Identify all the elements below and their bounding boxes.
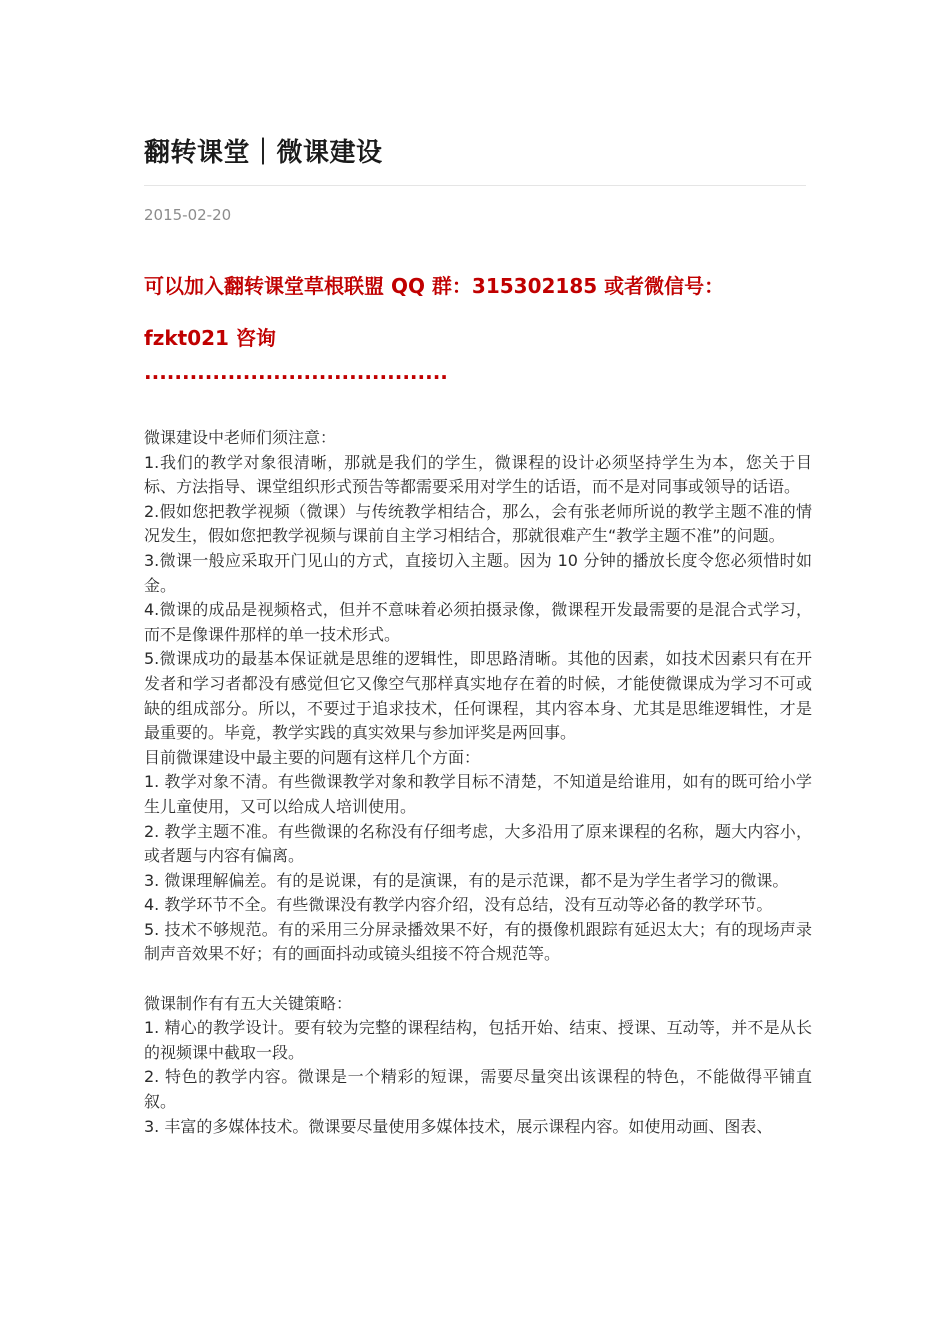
article-body (144, 426, 812, 1139)
article-title: 翻转课堂｜微课建设 (144, 138, 383, 168)
paragraph: 1. 精心的教学设计。要有较为完整的课程结构，包括开始、结束、授课、互动等，并不是从长的视频课中截取一段。 (144, 1018, 812, 1062)
paragraph: 2. 教学主题不准。有些微课的名称没有仔细考虑，大多沿用了原来课程的名称，题大内容小，或者题与内容有偏离。 (144, 821, 812, 866)
paragraph: 3.微课一般应采取开门见山的方式，直接切入主题。因为 10 分钟的播放长度令您必须惜时如金。 (144, 550, 812, 595)
paragraph: 1.我们的教学对象很清晰，那就是我们的学生，微课程的设计必须坚持学生为本，您关于目标、方法指导、课堂组织形式预告等都需要采用对学生的话语，而不是对同事或领导的话语。 (144, 452, 812, 497)
promo-dots: ........................................ (144, 360, 448, 384)
paragraph: 4.微课的成品是视频格式，但并不意味着必须拍摄录像，微课程开发最需要的是混合式学习，而不是像课件那样的单一技术形式。 (144, 600, 812, 644)
paragraph: 3. 丰富的多媒体技术。微课要尽量使用多媒体技术，展示课程内容。如使用动画、图表、 (144, 1116, 773, 1136)
title-divider (144, 185, 806, 186)
paragraph: 2.假如您把教学视频（微课）与传统教学相结合，那么，会有张老师所说的教学主题不准的情况发生，假如您把教学视频与课前自主学习相结合，那就很难产生“教学主题不准”的问题。 (144, 501, 812, 546)
paragraph: 2. 特色的教学内容。微课是一个精彩的短课，需要尽量突出该课程的特色，不能做得平铺直叙。 (144, 1067, 812, 1112)
paragraph-spacer (144, 967, 812, 992)
promo-line-1: 可以加入翻转课堂草根联盟 QQ 群：315302185 或者微信号： (144, 274, 725, 298)
paragraph: 目前微课建设中最主要的问题有这样几个方面： (144, 747, 481, 767)
publish-date: 2015-02-20 (144, 206, 232, 224)
paragraph: 4. 教学环节不全。有些微课没有教学内容介绍，没有总结，没有互动等必备的教学环节。 (144, 895, 773, 915)
promo-line-2: fzkt021 咨询 (144, 326, 276, 350)
paragraph: 5.微课成功的最基本保证就是思维的逻辑性，即思路清晰。其他的因素，如技术因素只有在开发者和学习者都没有感觉但它又像空气那样真实地存在着的时候，才能使微课成为学习不可或缺的组成部分。所以，不要过于追求技术，任何课程，其内容本身、尤其是思维逻辑性，才是最重要的。毕竟，教学实践的真实效果与参加评奖是两回事。 (144, 649, 812, 743)
paragraph: 5. 技术不够规范。有的采用三分屏录播效果不好，有的摄像机跟踪有延迟太大；有的现场声录制声音效果不好；有的画面抖动或镜头组接不符合规范等。 (144, 919, 812, 964)
paragraph: 微课建设中老师们须注意： (144, 428, 337, 447)
paragraph: 1. 教学对象不清。有些微课教学对象和教学目标不清楚，不知道是给谁用，如有的既可给小学生儿童使用，又可以给成人培训使用。 (144, 772, 812, 816)
promo-block (144, 260, 808, 364)
paragraph: 微课制作有有五大关键策略： (144, 993, 353, 1013)
paragraph: 3. 微课理解偏差。有的是说课，有的是演课，有的是示范课，都不是为学生者学习的微课。 (144, 870, 789, 890)
